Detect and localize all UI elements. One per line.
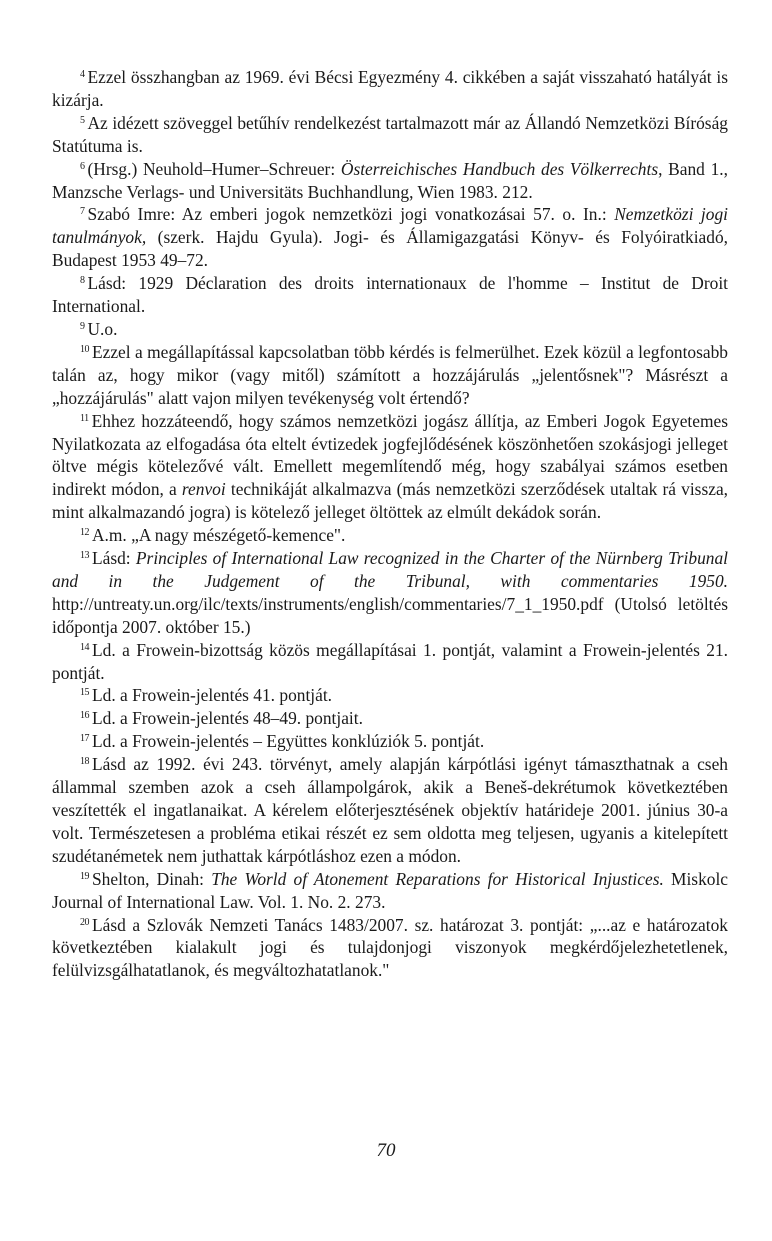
footnote-number: 15 xyxy=(80,687,89,699)
footnote-text-run: Szabó Imre: Az emberi jogok nemzetközi jogi vonatkozásai 57. o. In.: xyxy=(87,204,615,225)
footnote-number: 9 xyxy=(80,320,85,332)
footnote-text xyxy=(92,708,363,728)
footnote-text-run: Ld. a Frowein-bizottság közös megállapításai 1. pontját, valamint a Frowein-jelentés 21. pontját. xyxy=(52,639,728,683)
footnote-text xyxy=(92,731,484,751)
footnote xyxy=(52,158,728,204)
footnote-text-run: Lásd: 1929 Déclaration des droits internationaux de l'homme – Institut de Droit International. xyxy=(52,273,728,317)
footnote xyxy=(52,730,728,753)
footnote xyxy=(52,341,728,410)
footnote xyxy=(52,203,728,272)
footnote-text-run: Ld. a Frowein-jelentés 41. pontját. xyxy=(92,685,333,706)
footnote-text xyxy=(52,915,728,981)
footnote-text-run: Ehhez hozzáteendő, hogy számos nemzetközi jogász állítja, az Emberi Jogok Egyetemes Nyilatkozata az elfogadása óta eltelt évtizedek jogfejlődésének köszönhetően szokásjogi jelleget öltve mégis kötelezővé vált. Emellett megemlítendő még, hogy szabályai számos esetben indirekt módon, a xyxy=(52,410,728,500)
footnote-text-run: U.o. xyxy=(87,318,118,339)
footnote-text xyxy=(52,204,728,270)
footnote xyxy=(52,868,728,914)
footnote-italic-text: The World of Atonement Reparations for Historical Injustices. xyxy=(211,868,664,889)
footnote xyxy=(52,112,728,158)
footnote-text-run: Lásd a Szlovák Nemzeti Tanács 1483/2007. sz. határozat 3. pontját: „...az e határozatok következtében kialakult jogi és tulajdonjogi viszonyok megkérdőjelezhetetlenek, felülvizsgálhatatlanok, és megváltozhatatlanok." xyxy=(52,914,728,981)
footnote-text xyxy=(52,342,728,408)
footnote xyxy=(52,639,728,685)
page-number: 70 xyxy=(376,1140,396,1161)
footnote-text xyxy=(52,548,728,637)
footnote xyxy=(52,318,728,341)
footnote-number: 14 xyxy=(80,641,89,653)
footnote-number: 16 xyxy=(80,710,89,722)
footnote-number: 20 xyxy=(80,916,89,928)
footnote-text-run: Az idézett szöveggel betűhív rendelkezést tartalmazott már az Állandó Nemzetközi Bíróság Statútuma is. xyxy=(52,112,728,156)
footnote xyxy=(52,914,728,983)
footnote-number: 17 xyxy=(80,733,89,745)
footnote xyxy=(52,547,728,639)
footnote-number: 11 xyxy=(80,412,89,424)
footnote-text xyxy=(52,67,728,110)
footnote-text-run: (Hrsg.) Neuhold–Humer–Schreuer: xyxy=(87,158,341,179)
footnote xyxy=(52,684,728,707)
footnote-number: 10 xyxy=(80,343,89,355)
footnote-number: 6 xyxy=(80,160,85,172)
footnote-text xyxy=(52,640,728,683)
footnote-text xyxy=(92,525,345,545)
footnote-text xyxy=(52,113,728,156)
footnote xyxy=(52,410,728,525)
footnote-number: 5 xyxy=(80,114,85,126)
footnote xyxy=(52,707,728,730)
footnote-number: 4 xyxy=(80,69,85,80)
footnote-number: 19 xyxy=(80,870,89,882)
footnote-number: 8 xyxy=(80,275,85,287)
footnote xyxy=(52,524,728,547)
footnote-italic-text: renvoi xyxy=(181,479,226,500)
footnote-number: 12 xyxy=(80,527,89,539)
footnote-text xyxy=(52,273,728,316)
footnote-text xyxy=(92,685,332,705)
footnote-text-run: Lásd: xyxy=(92,548,136,569)
footnote-text-run: Ld. a Frowein-jelentés 48–49. pontjait. xyxy=(92,708,363,729)
footnote-text-run: , Band 1., Manzsche Verlags- und Universitäts Buchhandlung, Wien 1983. 212. xyxy=(52,158,728,202)
footnote-text-run: Lásd az 1992. évi 243. törvényt, amely alapján kárpótlási igényt támaszthatnak a cseh állammal szemben azok a cseh állampolgárok, akik a Beneš-dekrétumok következtében veszítették el ingatlanaikat. A kérelem előterjesztésének objektív határideje 2001. június 30-a volt. Természetesen a probléma etikai részét ez sem oldotta meg teljesen, ugyanis a kitelepített szudétanémetek nem juthattak kárpótláshoz ezen a módon. xyxy=(52,754,728,866)
footnote-text-run: A.m. „A nagy mészégető-kemence". xyxy=(92,525,346,546)
footnote-text xyxy=(52,411,728,523)
footnote-text xyxy=(52,754,728,866)
footnote-italic-text: Principles of International Law recognized in the Charter of the Nürnberg Tribunal and in the Judgement of the Tribunal, with commentaries 1950. xyxy=(52,548,728,591)
footnote xyxy=(52,753,728,868)
footnote-italic-text: Österreichisches Handbuch des Völkerrechts xyxy=(340,158,659,179)
footnote-text-run: Ezzel összhangban az 1969. évi Bécsi Egyezmény 4. cikkében a saját visszaható hatályát is kizárja. xyxy=(52,67,728,110)
footnote-text-run: Shelton, Dinah: xyxy=(92,868,212,889)
footnote xyxy=(52,66,728,112)
footnote-text xyxy=(52,159,728,202)
footnote-text xyxy=(52,869,728,912)
footnote-text-run: Miskolc Journal of International Law. Vol. 1. No. 2. 273. xyxy=(52,868,729,912)
footnote-text xyxy=(88,319,118,339)
footnote-text-run: Ezzel a megállapítással kapcsolatban több kérdés is felmerülhet. Ezek közül a legfontosabb talán az, hogy mikor (vagy mitől) számított a hozzájárulás „jelentősnek"? Másrészt a „hozzájárulás" alatt vajon milyen tevékenység volt értendő? xyxy=(52,341,728,408)
footnote-number: 13 xyxy=(80,550,89,562)
footnote-text-run: http://untreaty.un.org/ilc/texts/instruments/english/commentaries/7_1_1950.pdf (Utolsó letöltés időpontja 2007. október 15.) xyxy=(52,593,728,637)
footnotes-block xyxy=(52,66,728,982)
footnote-number: 7 xyxy=(80,206,85,218)
footnote xyxy=(52,272,728,318)
footnote-text-run: Ld. a Frowein-jelentés – Együttes konklúziók 5. pontját. xyxy=(92,731,485,752)
footnote-text-run: technikáját alkalmazva (más nemzetközi szerződések utaltak rá vissza, mint alkalmazandó jogra) is kötelező jelleget öltöttek az elmúlt dekádok során. xyxy=(52,479,729,523)
footnote-text-run: (szerk. Hajdu Gyula). Jogi- és Államigazgatási Könyv- és Folyóiratkiadó, Budapest 1953 49–72. xyxy=(52,227,728,271)
footnote-number: 18 xyxy=(80,756,89,768)
footnote-italic-text: Nemzetközi jogi tanulmányok, xyxy=(52,204,728,248)
